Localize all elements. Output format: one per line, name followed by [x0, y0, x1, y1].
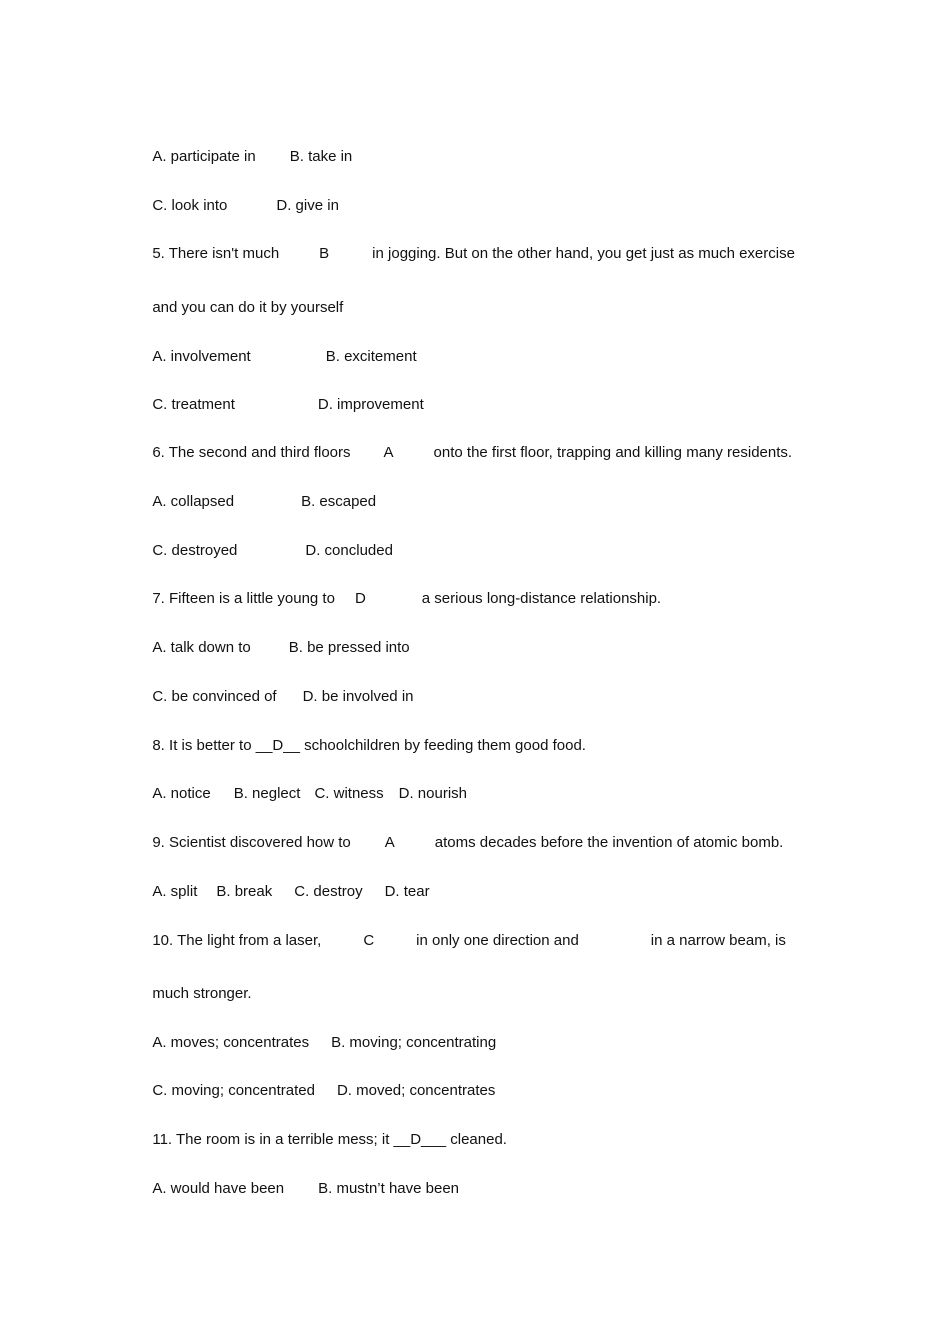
option-b: B. neglect	[233, 785, 301, 802]
answer-blank: A	[383, 444, 394, 461]
question-text: and you can do it by yourself	[152, 299, 344, 316]
question-7	[144, 569, 661, 609]
option-a: A. participate in	[152, 148, 256, 165]
option-c: C. be convinced of	[152, 688, 277, 705]
question-stem: 7. Fifteen is a little young to	[152, 590, 335, 607]
option-a: A. collapsed	[152, 493, 235, 510]
question-rest: atoms decades before the invention of atomic bomb.	[434, 834, 784, 851]
option-line	[144, 327, 417, 367]
question-9	[144, 813, 783, 853]
option-a: A. moves; concentrates	[152, 1034, 310, 1051]
option-c: C. destroy	[294, 883, 363, 900]
question-stem: 10. The light from a laser,	[152, 932, 322, 949]
option-d: D. improvement	[317, 396, 424, 413]
option-line	[144, 1013, 496, 1053]
question-stem: 9. Scientist discovered how to	[152, 834, 351, 851]
option-line	[144, 862, 430, 902]
option-d: D. moved; concentrates	[336, 1082, 496, 1099]
question-5	[144, 224, 795, 264]
option-line	[144, 375, 424, 415]
answer-blank: B	[319, 245, 330, 262]
option-line	[144, 1061, 495, 1101]
option-line	[144, 176, 339, 216]
option-d: D. concluded	[305, 542, 393, 559]
question-rest: onto the first floor, trapping and killing many residents.	[433, 444, 793, 461]
option-a: A. would have been	[152, 1180, 285, 1197]
option-a: A. talk down to	[152, 639, 251, 656]
option-line	[144, 667, 414, 707]
option-a: A. notice	[152, 785, 211, 802]
question-6	[144, 423, 792, 463]
option-b: B. escaped	[301, 493, 377, 510]
question-rest: a serious long-distance relationship.	[421, 590, 662, 607]
question-text: much stronger.	[152, 985, 252, 1002]
question-stem: 6. The second and third floors	[152, 444, 351, 461]
option-line	[144, 127, 352, 167]
option-c: C. witness	[314, 785, 384, 802]
option-a: A. involvement	[152, 348, 251, 365]
question-rest: in jogging. But on the other hand, you get just as much exercise	[372, 245, 795, 262]
option-c: C. destroyed	[152, 542, 238, 559]
option-c: C. treatment	[152, 396, 235, 413]
option-c: C. moving; concentrated	[152, 1082, 315, 1099]
option-b: B. take in	[289, 148, 353, 165]
question-continuation	[144, 964, 252, 1004]
answer-blank: D	[354, 590, 366, 607]
option-b: B. be pressed into	[288, 639, 410, 656]
answer-blank: C	[363, 932, 375, 949]
question-rest-2: in a narrow beam, is	[650, 932, 786, 949]
option-c: C. look into	[152, 197, 228, 214]
option-d: D. tear	[384, 883, 430, 900]
option-d: D. give in	[276, 197, 339, 214]
option-b: B. mustn’t have been	[318, 1180, 460, 1197]
option-line	[144, 764, 467, 804]
option-d: D. nourish	[398, 785, 467, 802]
option-b: B. moving; concentrating	[331, 1034, 497, 1051]
option-line	[144, 521, 393, 561]
option-line	[144, 1159, 459, 1199]
question-8	[144, 716, 586, 756]
question-text: 11. The room is in a terrible mess; it __D___ cleaned.	[152, 1131, 507, 1148]
option-line	[144, 472, 376, 512]
option-b: B. excitement	[325, 348, 417, 365]
question-10	[144, 911, 786, 951]
option-line	[144, 618, 410, 658]
question-11	[144, 1110, 507, 1150]
answer-blank: A	[384, 834, 395, 851]
question-stem: 5. There isn't much	[152, 245, 280, 262]
question-rest: in only one direction and	[416, 932, 579, 949]
question-continuation	[144, 278, 343, 318]
question-text: 8. It is better to __D__ schoolchildren by feeding them good food.	[152, 737, 586, 754]
option-a: A. split	[152, 883, 198, 900]
option-b: B. break	[216, 883, 273, 900]
option-d: D. be involved in	[302, 688, 414, 705]
